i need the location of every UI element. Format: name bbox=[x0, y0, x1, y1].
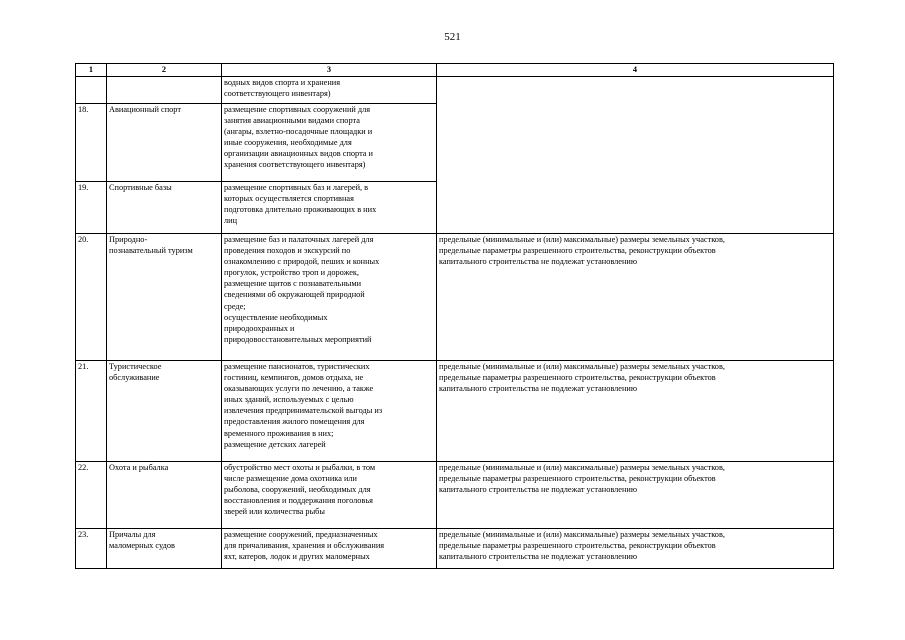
row-number-cell: 22. bbox=[76, 462, 107, 529]
description-cell: обустройство мест охоты и рыбалки, в том числе размещение дома охотника или рыболова, сооружений, необходимых для восстановления и поддержания поголовья зверей или количества рыбы bbox=[222, 462, 437, 529]
description-cell: размещение баз и палаточных лагерей для проведения походов и экскурсий по ознакомлению с природой, пеших и конных прогулок, устройство троп и дорожек, размещение щитов с познавательными сведениями об окружающей природной среде; осуществление необходимых природоохранных и природовосстановительных мероприятий bbox=[222, 234, 437, 361]
table-row bbox=[76, 462, 834, 529]
use-name-cell bbox=[107, 77, 222, 104]
description-cell: водных видов спорта и хранения соответствующего инвентаря) bbox=[222, 77, 437, 104]
row-number-cell: 18. bbox=[76, 104, 107, 182]
row-number-cell: 19. bbox=[76, 182, 107, 234]
table-row bbox=[76, 361, 834, 462]
use-name-cell: Туристическое обслуживание bbox=[107, 361, 222, 462]
description-cell: размещение пансионатов, туристических гостиниц, кемпингов, домов отдыха, не оказывающих услуги по лечению, а также иных зданий, используемых с целью извлечения предпринимательской выгоды из предоставления жилого помещения для временного проживания в них; размещение детских лагерей bbox=[222, 361, 437, 462]
page-number: 521 bbox=[444, 31, 461, 43]
parameters-cell: предельные (минимальные и (или) максимальные) размеры земельных участков, предельные параметры разрешенного строительства, реконструкции объектов капитального строительства не подлежат установлению bbox=[437, 234, 834, 361]
description-cell: размещение сооружений, предназначенных для причаливания, хранения и обслуживания яхт, катеров, лодок и других маломерных bbox=[222, 529, 437, 569]
table-row bbox=[76, 529, 834, 569]
use-name-cell: Природно- познавательный туризм bbox=[107, 234, 222, 361]
description-cell: размещение спортивных сооружений для занятия авиационными видами спорта (ангары, взлетно-посадочные площадки и иные сооружения, необходимые для организации авиационных видов спорта и хранения соответствующего инвентаря) bbox=[222, 104, 437, 182]
table-row bbox=[76, 77, 834, 104]
description-cell: размещение спортивных баз и лагерей, в которых осуществляется спортивная подготовка длительно проживающих в них лиц bbox=[222, 182, 437, 234]
row-number-cell bbox=[76, 77, 107, 104]
row-number-cell: 20. bbox=[76, 234, 107, 361]
column-header: 4 bbox=[437, 64, 834, 77]
table-row bbox=[76, 234, 834, 361]
parameters-cell bbox=[437, 77, 834, 234]
row-number-cell: 23. bbox=[76, 529, 107, 569]
parameters-cell: предельные (минимальные и (или) максимальные) размеры земельных участков, предельные параметры разрешенного строительства, реконструкции объектов капитального строительства не подлежат установлению bbox=[437, 529, 834, 569]
row-number-cell: 21. bbox=[76, 361, 107, 462]
column-header: 3 bbox=[222, 64, 437, 77]
column-header: 2 bbox=[107, 64, 222, 77]
use-name-cell: Причалы для маломерных судов bbox=[107, 529, 222, 569]
header-row bbox=[76, 64, 834, 77]
parameters-cell: предельные (минимальные и (или) максимальные) размеры земельных участков, предельные параметры разрешенного строительства, реконструкции объектов капитального строительства не подлежат установлению bbox=[437, 361, 834, 462]
parameters-cell: предельные (минимальные и (или) максимальные) размеры земельных участков, предельные параметры разрешенного строительства, реконструкции объектов капитального строительства не подлежат установлению bbox=[437, 462, 834, 529]
use-name-cell: Спортивные базы bbox=[107, 182, 222, 234]
use-name-cell: Авиационный спорт bbox=[107, 104, 222, 182]
regulations-table bbox=[75, 63, 834, 569]
use-name-cell: Охота и рыбалка bbox=[107, 462, 222, 529]
column-header: 1 bbox=[76, 64, 107, 77]
